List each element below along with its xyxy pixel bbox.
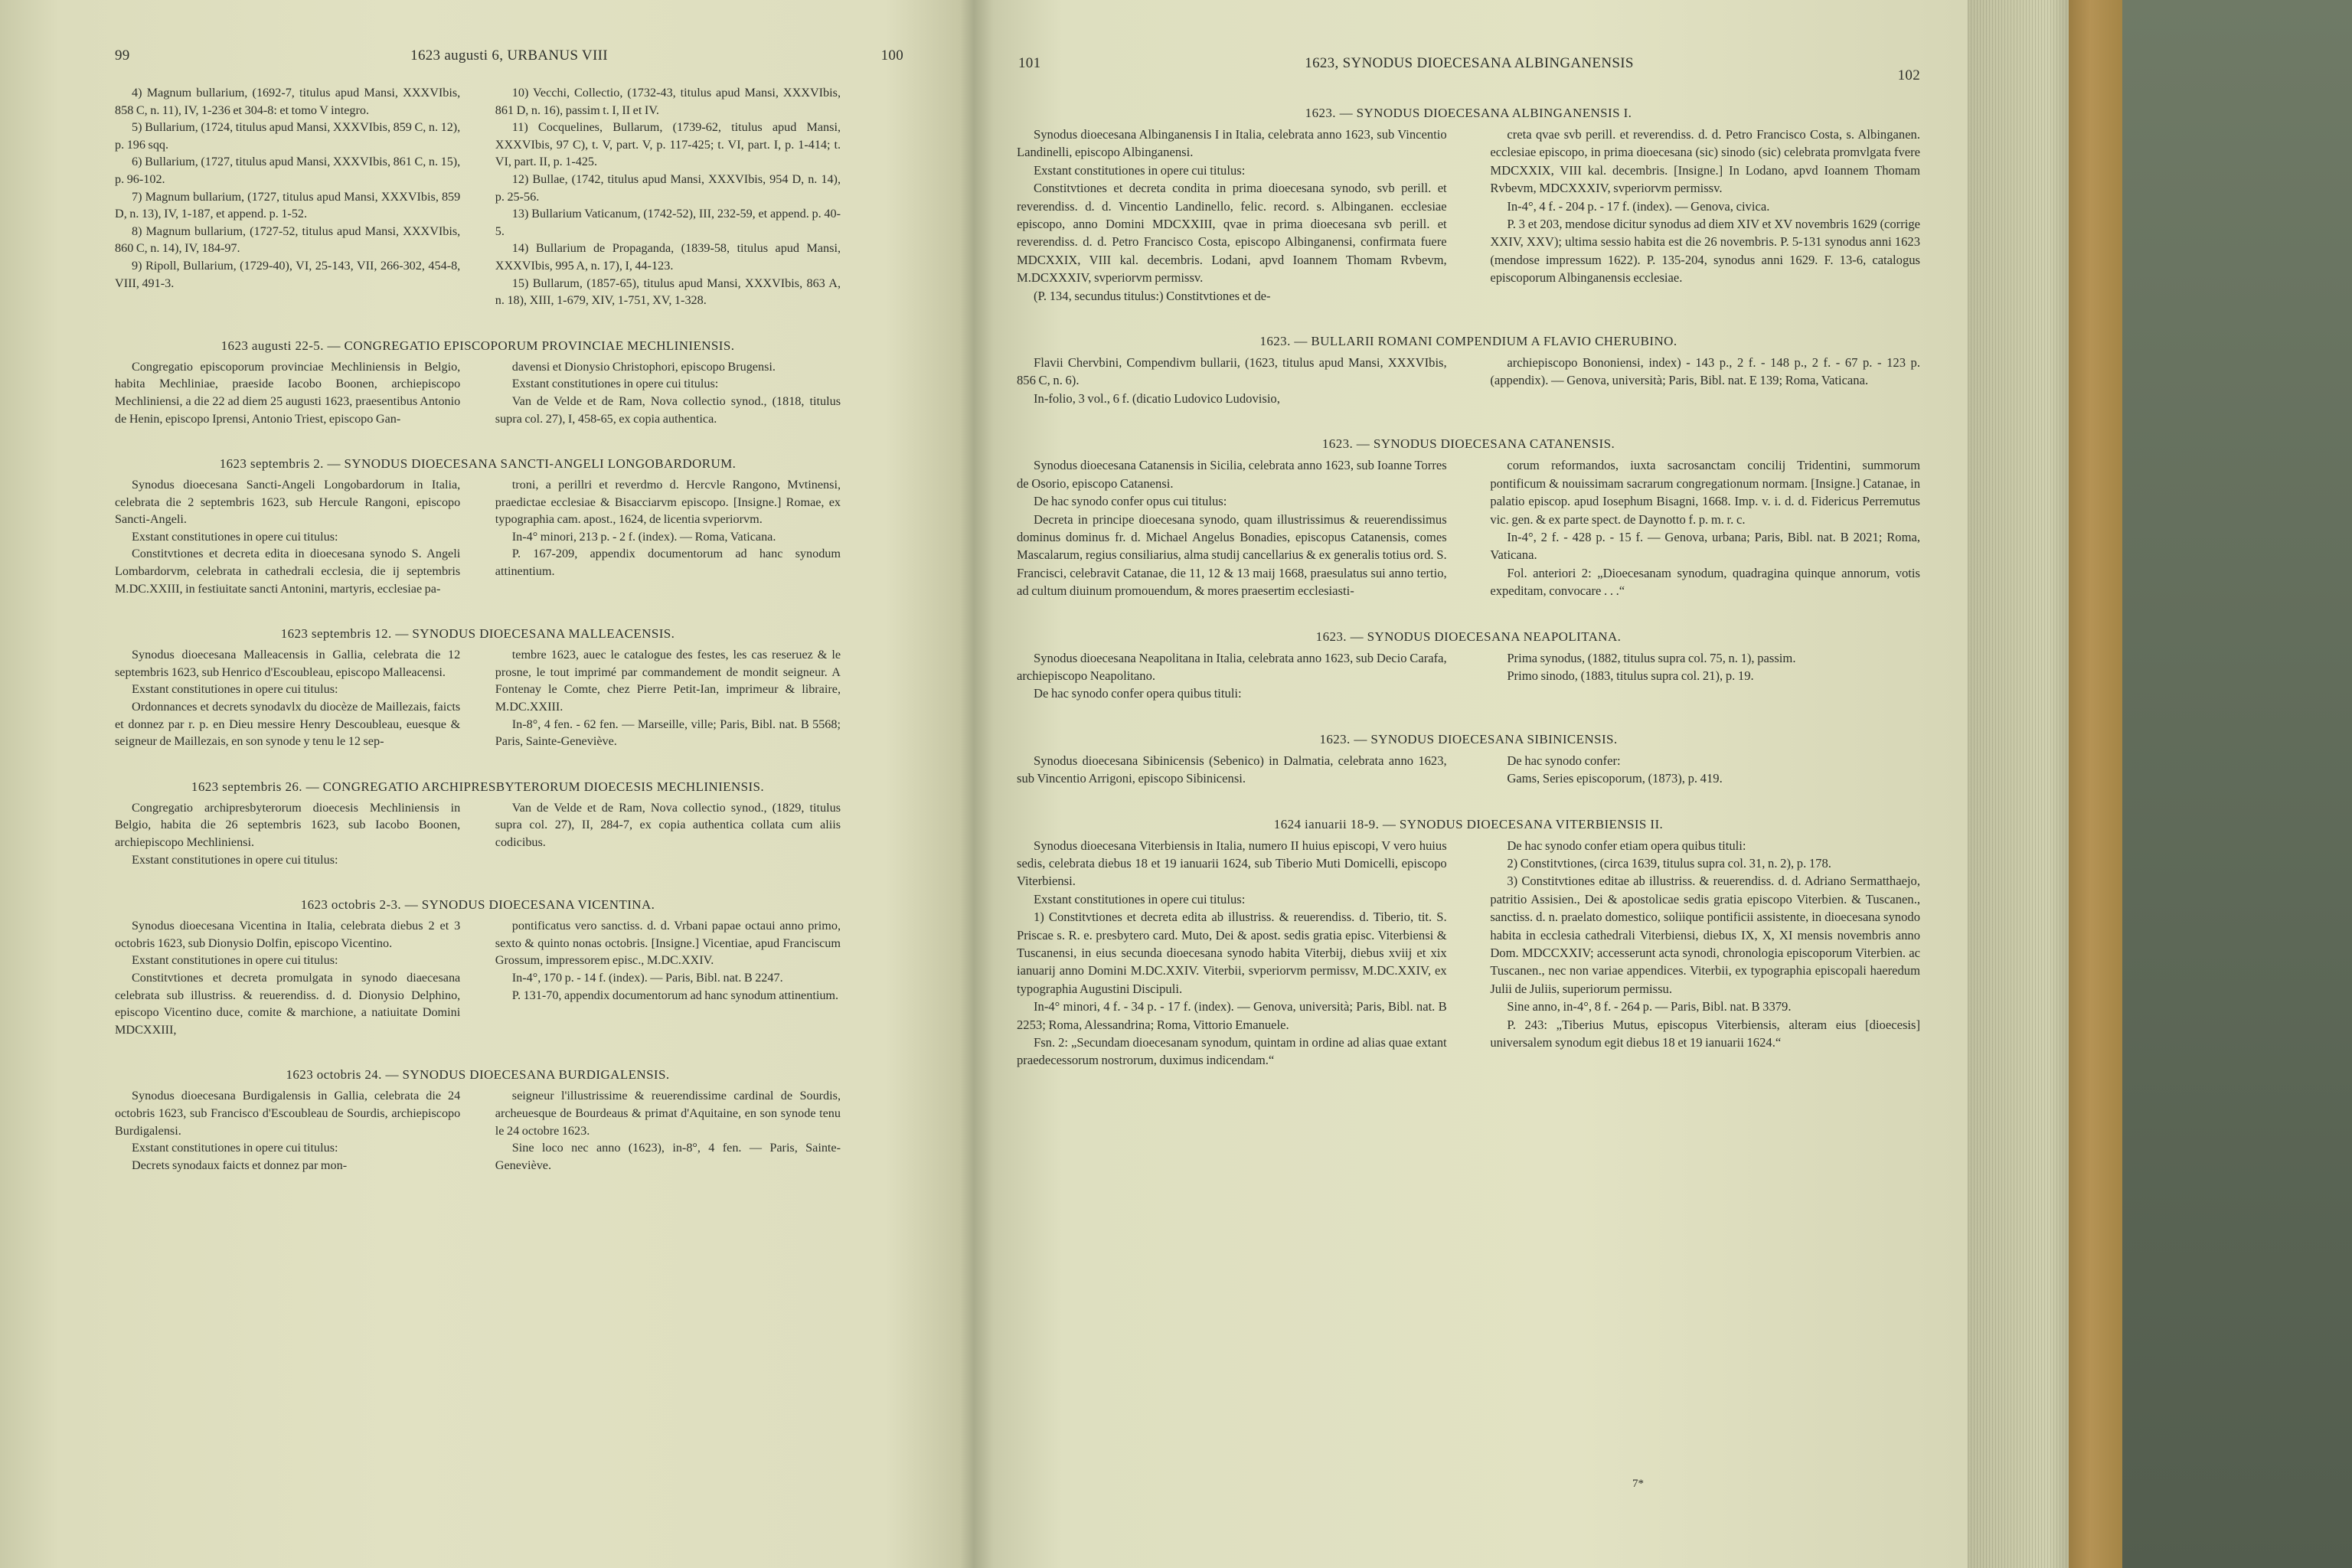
right-column bbox=[495, 358, 841, 427]
paragraph: Fsn. 2: „Secundam dioecesanam synodum, quintam in ordine ad alias quae extant praedecessorum nostrorum, duximus indicendam.“ bbox=[1017, 1035, 1447, 1068]
paragraph: Synodus dioecesana Sancti-Angeli Longobardorum in Italia, celebrata die 2 septembris 1623, sub Hercule Rangoni, episcopo Sancti-Angeli. bbox=[115, 478, 461, 527]
paragraph: In-8°, 4 fen. - 62 fen. — Marseille, ville; Paris, Bibl. nat. B 5568; Paris, Sainte-Geneviève. bbox=[495, 717, 841, 749]
paragraph: In-folio, 3 vol., 6 f. (dicatio Ludovico Ludovisio, bbox=[1034, 390, 1280, 406]
paragraph: Synodus dioecesana Vicentina in Italia, celebrata diebus 2 et 3 octobris 1623, sub Dionysio Dolfin, episcopo Vicentino. bbox=[115, 919, 461, 950]
entry bbox=[1017, 436, 1920, 599]
paragraph: troni, a perillri et reverdmo d. Hercvle Rangono, Mvtinensi, praedictae ecclesiae & Bisacciarvm episcopo. [Insigne.] Romae, ex typographia cam. apost., 1624, de licentia svperiorvm. bbox=[495, 478, 841, 527]
left-column bbox=[115, 1087, 460, 1174]
paragraph: 11) Cocquelines, Bullarum, (1739-62, titulus apud Mansi, XXXVIbis, 97 C), t. V, part. V, p. 117-425; t. VI, part. I, p. 1-414; t. VI, part. II, p. 1-425. bbox=[495, 120, 841, 169]
entry bbox=[115, 84, 841, 309]
left-column bbox=[1017, 126, 1447, 305]
entry-heading: 1623 septembris 2. — SYNODUS DIOECESANA SANCTI-ANGELI LONGOBARDORUM. bbox=[219, 456, 737, 472]
paragraph: Synodus dioecesana Malleacensis in Gallia, celebrata die 12 septembris 1623, sub Henrico d'Escoubleau, episcopo Malleacensi. bbox=[115, 648, 461, 679]
left-column bbox=[115, 917, 460, 1038]
paragraph: Flavii Chervbini, Compendivm bullarii, (1623, titulus apud Mansi, XXXVIbis, 856 C, n. 6). bbox=[1017, 355, 1447, 388]
paragraph: 10) Vecchi, Collectio, (1732-43, titulus apud Mansi, XXXVIbis, 861 D, n. 16), passim t. I, II et IV. bbox=[495, 86, 841, 117]
left-column bbox=[1017, 649, 1447, 703]
left-column bbox=[1017, 837, 1447, 1070]
page-number: 102 bbox=[1897, 67, 1920, 83]
paragraph: Exstant constitutiones in opere cui titulus: bbox=[132, 953, 338, 968]
paragraph: Constitvtiones et decreta condita in prima dioecesana synodo, svb perill. et reverendiss. d. d. Vincentio Landinello, felic. record. s. Albinganen. ecclesiae episcopo, anno Domini MDCXXIII, qvae in prima dioecesana svb perill. et reverendiss. d. d. Petro Francisco Costa, episcopo Albinganensi, confirmata fuere MDCXXIX, VIII kal. decembris. Lodani, apvd Ioannem Thomam Rvbevm, M.DCXXXIV, svperiorvm permissv. bbox=[1017, 181, 1447, 286]
entry-heading: 1623. — BULLARII ROMANI COMPENDIUM A FLAVIO CHERUBINO. bbox=[1259, 334, 1677, 349]
paragraph: Constitvtiones et decreta promulgata in synodo diaecesana celebrata sub illustriss. & reuerendiss. d. d. Dionysio Delphino, episcopo Vicentino duce, comite & marchione, a natiuitate Domini MDCXXIII, bbox=[115, 970, 461, 1037]
entry-heading: 1623. — SYNODUS DIOECESANA CATANENSIS. bbox=[1321, 436, 1615, 452]
paragraph: In-4°, 170 p. - 14 f. (index). — Paris, Bibl. nat. B 2247. bbox=[511, 970, 783, 985]
paragraph: corum reformandos, iuxta sacrosanctam concilij Tridentini, summorum pontificum & nouissimam sacrarum congregationum normam. [Insigne.] Catanae, in palatio episcop. apud Iosephum Bisagni, 1668. Imp. v. i. d. d. Fidericus Perremutus vic. gen. & ex parte spect. de Daynotto f. p. m. r. c. bbox=[1490, 458, 1920, 527]
paragraph: Exstant constitutiones in opere cui titulus: bbox=[132, 852, 338, 867]
left-column bbox=[115, 476, 460, 597]
paragraph: Van de Velde et de Ram, Nova collectio synod., (1829, titulus supra col. 27), II, 284-7, ex copia authentica collata cum aliis codicibus. bbox=[495, 800, 841, 849]
running-title: 1623, SYNODUS DIOECESANA ALBINGANENSIS bbox=[1305, 55, 1634, 71]
paragraph: Primo sinodo, (1883, titulus supra col. 21), p. 19. bbox=[1507, 668, 1754, 683]
paragraph: pontificatus vero sanctiss. d. d. Vrbani papae octaui anno primo, sexto & quinto nonas octobris. [Insigne.] Vicentiae, apud Franciscum Grossum, impressorem episc., M.DC.XXIV. bbox=[495, 919, 841, 968]
paragraph: archiepiscopo Bononiensi, index) - 143 p., 2 f. - 148 p., 2 f. - 67 p. - 123 p. (appendix). — Genova, università; Paris, Bibl. nat. E 139; Roma, Vaticana. bbox=[1490, 355, 1920, 388]
paragraph: 6) Bullarium, (1727, titulus apud Mansi, XXXVIbis, 861 C, n. 15), p. 96-102. bbox=[115, 155, 461, 186]
entry-columns bbox=[115, 917, 841, 1038]
paragraph: 13) Bullarium Vaticanum, (1742-52), III, 232-59, et append. p. 40-5. bbox=[495, 207, 841, 238]
right-column bbox=[495, 84, 841, 309]
left-column bbox=[1017, 354, 1447, 407]
entry-heading: 1623 septembris 26. — CONGREGATIO ARCHIPRESBYTERORUM DIOECESIS MECHLINIENSIS. bbox=[191, 779, 765, 794]
paragraph: Exstant constitutiones in opere cui titulus: bbox=[1034, 891, 1246, 906]
entry-columns bbox=[1017, 126, 1920, 305]
entry-heading: 1623 septembris 12. — SYNODUS DIOECESANA MALLEACENSIS. bbox=[280, 626, 675, 642]
entry-columns bbox=[1017, 752, 1920, 788]
left-column bbox=[115, 646, 460, 750]
paragraph: Exstant constitutiones in opere cui titulus: bbox=[132, 682, 338, 697]
entry-columns bbox=[115, 646, 841, 750]
page-edges bbox=[1968, 0, 2069, 1568]
left-column bbox=[115, 799, 460, 868]
page-number: 101 bbox=[1018, 55, 1041, 71]
paragraph: De hac synodo confer opus cui titulus: bbox=[1034, 494, 1227, 509]
entry-heading: 1623. — SYNODUS DIOECESANA NEAPOLITANA. bbox=[1315, 629, 1622, 644]
entry bbox=[1017, 629, 1920, 703]
left-column bbox=[1017, 752, 1447, 788]
entry-heading: 1623 octobris 2-3. — SYNODUS DIOECESANA VICENTINA. bbox=[300, 897, 655, 913]
paragraph: davensi et Dionysio Christophori, episcopo Brugensi. bbox=[511, 359, 776, 374]
entry-heading: 1623. — SYNODUS DIOECESANA SIBINICENSIS. bbox=[1319, 731, 1618, 746]
left-column bbox=[115, 84, 460, 309]
paragraph: De hac synodo confer: bbox=[1507, 753, 1621, 768]
paragraph: Ordonnances et decrets synodavlx du diocèze de Maillezais, faicts et donnez par r. p. en Dieu messire Henry Descoubleau, euesque & seigneur de Maillezais, en son synode y tenu le 12 sep- bbox=[115, 700, 461, 749]
entry-columns bbox=[1017, 837, 1920, 1070]
page-number: 100 bbox=[880, 47, 903, 64]
paragraph: Sine anno, in-4°, 8 f. - 264 p. — Paris, Bibl. nat. B 3379. bbox=[1507, 999, 1792, 1014]
entry-heading: 1623. — SYNODUS DIOECESANA ALBINGANENSIS I. bbox=[1305, 106, 1632, 120]
right-column bbox=[1490, 837, 1920, 1070]
paragraph: Exstant constitutiones in opere cui titulus: bbox=[1034, 162, 1246, 178]
paragraph: De hac synodo confer etiam opera quibus tituli: bbox=[1507, 838, 1746, 853]
entry-columns bbox=[115, 799, 841, 868]
paragraph: creta qvae svb perill. et reverendiss. d. d. Petro Francisco Costa, s. Albinganen. ecclesiae episcopo, in prima dioecesana (sic) sinodo (sic) celebrata promvlgata fvere MDCXXIX, VIII kal. decembris. [Insigne.] In Lodano, apvd Ioannem Thomam Rvbevm, MDCXXXIV, svperiorvm permissv. bbox=[1490, 127, 1920, 196]
paragraph: seigneur l'illustrissime & reuerendissime cardinal de Sourdis, archeuesque de Bourdeaus & primat d'Aquitaine, en son synode tenu le 24 octobre 1623. bbox=[495, 1089, 841, 1138]
left-page-header bbox=[115, 47, 903, 74]
paragraph: 14) Bullarium de Propaganda, (1839-58, titulus apud Mansi, XXXVIbis, 995 A, n. 17), I, 44-123. bbox=[495, 241, 841, 273]
paragraph: tembre 1623, auec le catalogue des festes, les cas reseruez & le prosne, le tout imprimé par commandement de mondit seigneur. A Fontenay le Comte, chez Pierre Petit-Ian, imprimeur & libraire, M.DC.XXIII. bbox=[495, 648, 841, 714]
entry-heading: 1624 ianuarii 18-9. — SYNODUS DIOECESANA VITERBIENSIS II. bbox=[1273, 816, 1664, 831]
entry-columns bbox=[115, 476, 841, 597]
paragraph: 5) Bullarium, (1724, titulus apud Mansi, XXXVIbis, 859 C, n. 12), p. 196 sqq. bbox=[115, 120, 461, 152]
entry bbox=[115, 626, 841, 750]
entry-columns bbox=[115, 358, 841, 427]
entry-columns bbox=[115, 84, 841, 309]
entry bbox=[115, 897, 841, 1038]
entry-columns bbox=[1017, 649, 1920, 703]
paragraph: P. 3 et 203, mendose dicitur synodus ad diem XIV et XV novembris 1629 (corrige XXIV, XXV); ultima sessio habita est die 26 novembris. P. 5-131 synodus anni 1623 (mendose impressum 1622). P. 135-204, synodus anni 1629. F. 13-6, catalogus episcoporum Albinganensis ecclesiae. bbox=[1490, 217, 1920, 286]
paragraph: Congregatio archipresbyterorum dioecesis Mechliniensis in Belgio, habita die 26 septembris 1623, sub Iacobo Boonen, archiepiscopo Mechliniensi. bbox=[115, 800, 461, 849]
right-column bbox=[495, 799, 841, 868]
right-column bbox=[495, 917, 841, 1038]
paragraph: Fol. anteriori 2: „Dioecesanam synodum, quadragina quinque annorum, votis expeditam, convocare . . .“ bbox=[1490, 565, 1920, 599]
paragraph: Prima synodus, (1882, titulus supra col. 75, n. 1), passim. bbox=[1507, 650, 1796, 665]
paragraph: Synodus dioecesana Burdigalensis in Gallia, celebrata die 24 octobris 1623, sub Francisco d'Escoubleau de Sourdis, archiepiscopo Burdigalensi. bbox=[115, 1089, 461, 1138]
paragraph: Decreta in principe dioecesana synodo, quam illustrissimus & reuerendissimus dominus dominus fr. d. Michael Angelus Bonadies, episcopus Catanensis, comes Mascalarum, regius consiliarius, alma studij cancellarius & ex generalis totius ord. S. Francisci, celebravit Catanae, die 11, 12 & 13 maij 1668, praesulatus sui anno tertio, ad cultum diuinum promouendum, & mores praesertim ecclesiasti- bbox=[1017, 511, 1447, 599]
paragraph: Synodus dioecesana Neapolitana in Italia, celebrata anno 1623, sub Decio Carafa, archiepiscopo Neapolitano. bbox=[1017, 650, 1447, 683]
paragraph: Decrets synodaux faicts et donnez par mon- bbox=[132, 1158, 348, 1172]
right-column bbox=[1490, 752, 1920, 788]
paragraph: 9) Ripoll, Bullarium, (1729-40), VI, 25-143, VII, 266-302, 454-8, VIII, 491-3. bbox=[115, 258, 461, 290]
right-column bbox=[495, 476, 841, 597]
entry bbox=[115, 1067, 841, 1174]
paragraph: Exstant constitutiones in opere cui titulus: bbox=[511, 377, 719, 391]
right-column bbox=[1490, 649, 1920, 703]
paragraph: De hac synodo confer opera quibus tituli: bbox=[1034, 686, 1242, 701]
paragraph: 8) Magnum bullarium, (1727-52, titulus apud Mansi, XXXVIbis, 860 C, n. 14), IV, 184-97. bbox=[115, 224, 461, 256]
right-column bbox=[495, 646, 841, 750]
paragraph: Synodus dioecesana Viterbiensis in Italia, numero II huius episcopi, V vero huius sedis, celebrata diebus 18 et 19 ianuarii 1624, sub Tiberio Muti Domicelli, episcopo Viterbiensi. bbox=[1017, 838, 1447, 889]
paragraph: P. 243: „Tiberius Mutus, episcopus Viterbiensis, alteram eius [dioecesis] universalem synodum egit diebus 18 et 19 ianuarii 1624.“ bbox=[1490, 1017, 1920, 1050]
paragraph: Exstant constitutiones in opere cui titulus: bbox=[132, 529, 338, 544]
paragraph: 2) Constitvtiones, (circa 1639, titulus supra col. 31, n. 2), p. 178. bbox=[1507, 855, 1831, 871]
paragraph: 1) Constitvtiones et decreta edita ab illustriss. & reuerendiss. d. Tiberio, tit. S. Priscae s. R. e. presbytero card. Muto, Dei & apost. sedis gratia episc. Viterbiensi & Tuscanensi, in eius secunda dioecesana synodo habita Viterbij, diebus xviij et xix ianuarij anno Domini M.DC.XXIV. Viterbii, svperiorvm permissv, M.DC.XXIV, ex typographia Augustini Discipuli. bbox=[1017, 910, 1447, 996]
entry bbox=[1017, 106, 1920, 305]
left-column bbox=[115, 358, 460, 427]
paragraph: (P. 134, secundus titulus:) Constitvtiones et de- bbox=[1034, 288, 1271, 303]
paragraph: 7) Magnum bullarium, (1727, titulus apud Mansi, XXXVIbis, 859 D, n. 13), IV, 1-187, et append. p. 1-52. bbox=[115, 189, 461, 221]
left-column bbox=[1017, 456, 1447, 599]
right-page-header bbox=[1018, 55, 1920, 81]
right-column bbox=[1490, 354, 1920, 407]
right-column bbox=[1490, 456, 1920, 599]
entry-columns bbox=[115, 1087, 841, 1174]
paragraph: 12) Bullae, (1742, titulus apud Mansi, XXXVIbis, 954 D, n. 14), p. 25-56. bbox=[495, 172, 841, 204]
right-column bbox=[1490, 126, 1920, 305]
left-page-body bbox=[115, 84, 841, 1203]
entry bbox=[115, 456, 841, 597]
desk-surface bbox=[2122, 0, 2352, 1568]
left-page bbox=[0, 0, 919, 1568]
entry-heading: 1623 octobris 24. — SYNODUS DIOECESANA BURDIGALENSIS. bbox=[286, 1067, 670, 1083]
paragraph: Synodus dioecesana Catanensis in Sicilia, celebrata anno 1623, sub Ioanne Torres de Osorio, episcopo Catanensi. bbox=[1017, 458, 1447, 491]
right-page-body bbox=[1017, 106, 1920, 1099]
entry bbox=[1017, 334, 1920, 407]
paragraph: In-4°, 2 f. - 428 p. - 15 f. — Genova, urbana; Paris, Bibl. nat. B 2021; Roma, Vaticana. bbox=[1490, 529, 1920, 563]
paragraph: Synodus dioecesana Sibinicensis (Sebenico) in Dalmatia, celebrata anno 1623, sub Vincentio Arrigoni, episcopo Sibinicensi. bbox=[1017, 753, 1447, 786]
paragraph: Van de Velde et de Ram, Nova collectio synod., (1818, titulus supra col. 27), I, 458-65, ex copia authentica. bbox=[495, 394, 841, 426]
entry-heading: 1623 augusti 22-5. — CONGREGATIO EPISCOPORUM PROVINCIAE MECHLINIENSIS. bbox=[220, 338, 735, 353]
running-title: 1623 augusti 6, URBANUS VIII bbox=[410, 47, 608, 64]
entry bbox=[1017, 817, 1920, 1070]
paragraph: Congregatio episcoporum provinciae Mechliniensis in Belgio, habita Mechliniae, praeside Iacobo Boonen, archiepiscopo Mechliniensi, a die 22 ad diem 25 augusti 1623, praesentibus Antonio de Henin, episcopo Iprensi, Antonio Triest, episcopo Gan- bbox=[115, 359, 461, 426]
paragraph: Exstant constitutiones in opere cui titulus: bbox=[132, 1141, 338, 1155]
paragraph: 3) Constitvtiones editae ab illustriss. & reuerendiss. d. d. Adriano Sermatthaejo, patritio Assisien., Dei & apostolicae sedis gratia episcopo Viterbien. & Tuscanen., sanctiss. d. n. praelato domestico, soliique pontificii assistente, in dioecesana synodo habita in ecclesia cathedrali Viterbiensi, diebus IX, X, XI mensis novembris anno Dom. MDCCXXIV; accesserunt acta synodi, chronologia episcoporum Viterbien. ac Tuscanen., nec non variae appendices. Viterbii, ex typographia episcopali haeredum Julii de Juliis, superiorum permissu. bbox=[1490, 874, 1920, 996]
paragraph: In-4°, 4 f. - 204 p. - 17 f. (index). — Genova, civica. bbox=[1507, 198, 1770, 214]
paragraph: In-4° minori, 4 f. - 34 p. - 17 f. (index). — Genova, università; Paris, Bibl. nat. B 2253; Roma, Alessandrina; Roma, Vittorio Emanuele. bbox=[1017, 999, 1447, 1032]
entry-columns bbox=[1017, 456, 1920, 599]
paragraph: 4) Magnum bullarium, (1692-7, titulus apud Mansi, XXXVIbis, 858 C, n. 11), IV, 1-236 et 304-8: et tomo V integro. bbox=[115, 86, 461, 117]
right-page bbox=[974, 0, 1966, 1568]
signature-mark: 7* bbox=[1632, 1478, 1644, 1490]
paragraph: 15) Bullarum, (1857-65), titulus apud Mansi, XXXVIbis, 863 A, n. 18), XIII, 1-679, XIV, 1-751, XV, 1-328. bbox=[495, 276, 841, 308]
book-cover bbox=[2069, 0, 2122, 1568]
paragraph: Synodus dioecesana Albinganensis I in Italia, celebrata anno 1623, sub Vincentio Landinelli, episcopo Albinganensi. bbox=[1017, 127, 1447, 160]
paragraph: Constitvtiones et decreta edita in dioecesana synodo S. Angeli Lombardorvm, celebrata in cathedrali ecclesia, die ij septembris M.DC.XXIII, in festiuitate sancti Antonini, martyris, ecclesiae pa- bbox=[115, 547, 461, 596]
paragraph: Gams, Series episcoporum, (1873), p. 419. bbox=[1507, 771, 1723, 786]
right-column bbox=[495, 1087, 841, 1174]
paragraph: Sine loco nec anno (1623), in-8°, 4 fen. — Paris, Sainte-Geneviève. bbox=[495, 1141, 841, 1172]
entry bbox=[115, 338, 841, 427]
paragraph: P. 167-209, appendix documentorum ad hanc synodum attinentium. bbox=[495, 547, 841, 579]
entry bbox=[1017, 732, 1920, 788]
paragraph: In-4° minori, 213 p. - 2 f. (index). — Roma, Vaticana. bbox=[511, 529, 776, 544]
entry bbox=[115, 779, 841, 868]
page-number: 99 bbox=[115, 47, 130, 64]
entry-columns bbox=[1017, 354, 1920, 407]
paragraph: P. 131-70, appendix documentorum ad hanc synodum attinentium. bbox=[511, 988, 839, 1002]
